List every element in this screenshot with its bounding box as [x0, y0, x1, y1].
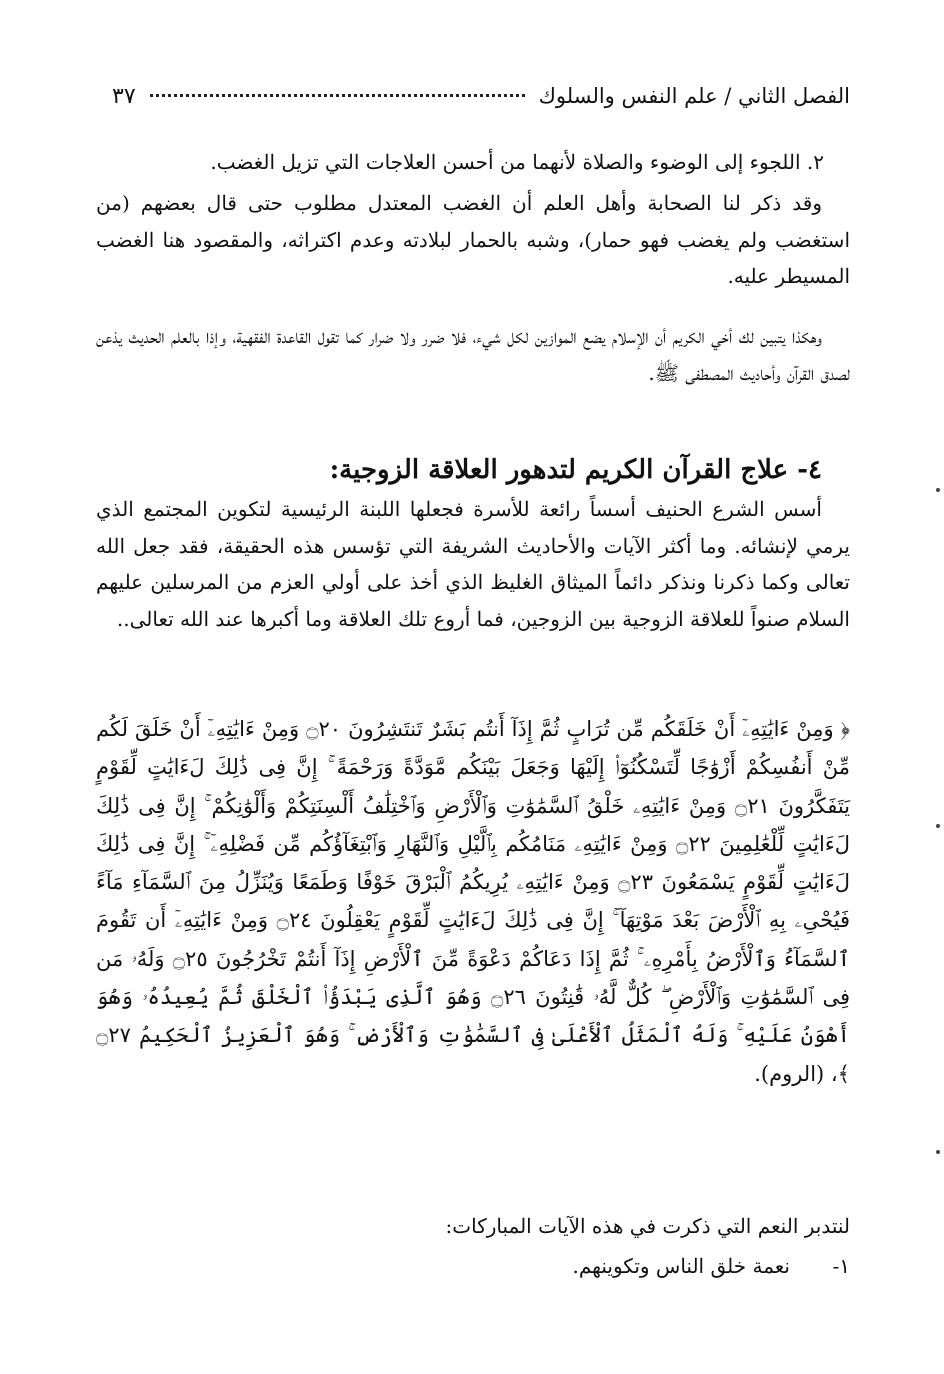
paragraph-marriage: أسس الشرع الحنيف أسساً رائعة للأسرة فجعلها اللبنة الرئيسية لتكوين المجتمع الذي يرمي لإنشائه. وما أكثر الآيات والأحاديث الشريفة التي تؤسس هذه الحقيقة، فقد جعل الله تعالى وكما ذكرنا ونذكر دائماً الميثاق الغليظ الذي أخذ على أولي العزم من المرسلين عليهم السلام صنواً للعلاقة الزوجية بين الزوجين، فما أروع تلك العلاقة وما أكبرها عند الله تعالى..: [96, 497, 850, 631]
chapter-title: الفصل الثاني / علم النفس والسلوك: [538, 84, 850, 108]
list-number: ١-: [832, 1254, 850, 1278]
list-item-1: [96, 1248, 850, 1285]
scan-mark: [936, 824, 940, 828]
page-number: ٣٧: [112, 83, 136, 109]
scan-mark: [936, 1150, 940, 1154]
paragraph-reflect: لنتدبر النعم التي ذكرت في هذه الآيات المباركات:: [445, 1214, 850, 1238]
list-text: نعمة خلق الناس وتكوينهم.: [572, 1254, 790, 1278]
section-heading: ٤- علاج القرآن الكريم لتدهور العلاقة الزوجية:: [329, 455, 822, 485]
paragraph-anger: وقد ذكر لنا الصحابة وأهل العلم أن الغضب المعتدل مطلوب حتى قال بعضهم (من استغضب ولم يغضب فهو حمار)، وشبه بالحمار لبلادته وعدم اكتراثه، والمقصود هنا الغضب المسيطر عليه.: [96, 191, 850, 288]
paragraph-balance: وهكذا يتبين لك أخي الكريم أن الإسلام يضع الموازين لكل شيء، فلا ضرر ولا ضرار كما تقول القاعدة الفقهية، وإذا بالعلم الحديث يذعن لصدق القرآن وأحاديث المصطفى ﷺ.: [96, 324, 850, 385]
quran-verses: ﴿ وَمِنْ ءَايَٰتِهِۦٓ أَنْ خَلَقَكُم مِّن تُرَابٍ ثُمَّ إِذَآ أَنتُم بَشَرٌ تَنتَشِرُونَ ۝٢٠ وَمِنْ ءَايَٰتِهِۦٓ أَنْ خَلَقَ لَكُم مِّنْ أَنفُسِكُمْ أَزْوَٰجًا لِّتَسْكُنُوٓا۟ إِلَيْهَا وَجَعَلَ بَيْنَكُم مَّوَدَّةً وَرَحْمَةً ۚ إِنَّ فِى ذَٰلِكَ لَءَايَٰتٍ لِّقَوْمٍ يَتَفَكَّرُونَ ۝٢١ وَمِنْ ءَايَٰتِهِۦ خَلْقُ ٱلسَّمَٰوَٰتِ وَٱلْأَرْضِ وَٱخْتِلَٰفُ أَلْسِنَتِكُمْ وَأَلْوَٰنِكُمْ ۚ إِنَّ فِى ذَٰلِكَ لَءَايَٰتٍ لِّلْعَٰلِمِينَ ۝٢٢ وَمِنْ ءَايَٰتِهِۦ مَنَامُكُم بِٱلَّيْلِ وَٱلنَّهَارِ وَٱبْتِغَآؤُكُم مِّن فَضْلِهِۦٓ ۚ إِنَّ فِى ذَٰلِكَ لَءَايَٰتٍ لِّقَوْمٍ يَسْمَعُونَ ۝٢٣ وَمِنْ ءَايَٰتِهِۦ يُرِيكُمُ ٱلْبَرْقَ خَوْفًا وَطَمَعًا وَيُنَزِّلُ مِنَ ٱلسَّمَآءِ مَآءً فَيُحْىِۦ بِهِ ٱلْأَرْضَ بَعْدَ مَوْتِهَآ ۚ إِنَّ فِى ذَٰلِكَ لَءَايَٰتٍ لِّقَوْمٍ يَعْقِلُونَ ۝٢٤ وَمِنْ ءَايَٰتِهِۦٓ أَن تَقُومَ ٱلسَّمَآءُ وَٱلْأَرْضُ بِأَمْرِهِۦ ۚ ثُمَّ إِذَا دَعَاكُمْ دَعْوَةً مِّنَ ٱلْأَرْضِ إِذَآ أَنتُمْ تَخْرُجُونَ ۝٢٥ وَلَهُۥ مَن فِى ٱلسَّمَٰوَٰتِ وَٱلْأَرْضِ ۖ كُلٌّ لَّهُۥ قَٰنِتُونَ ۝٢٦ وَهُوَ ٱلَّذِى يَبْدَؤُا۟ ٱلْخَلْقَ ثُمَّ يُعِيدُهُۥ وَهُوَ أَهْوَنُ عَلَيْهِ ۚ وَلَهُ ٱلْمَثَلُ ٱلْأَعْلَىٰ فِى ٱلسَّمَٰوَٰتِ وَٱلْأَرْضِ ۚ وَهُوَ ٱلْعَزِيزُ ٱلْحَكِيمُ ۝٢٧ ﴾، (الروم).: [96, 717, 851, 1086]
scan-mark: [936, 488, 940, 492]
header-dotted-rule: [150, 84, 525, 97]
page-header: [112, 76, 850, 116]
list-item-2: ٢. اللجوء إلى الوضوء والصلاة لأنهما من أحسن العلاجات التي تزيل الغضب.: [210, 150, 824, 174]
